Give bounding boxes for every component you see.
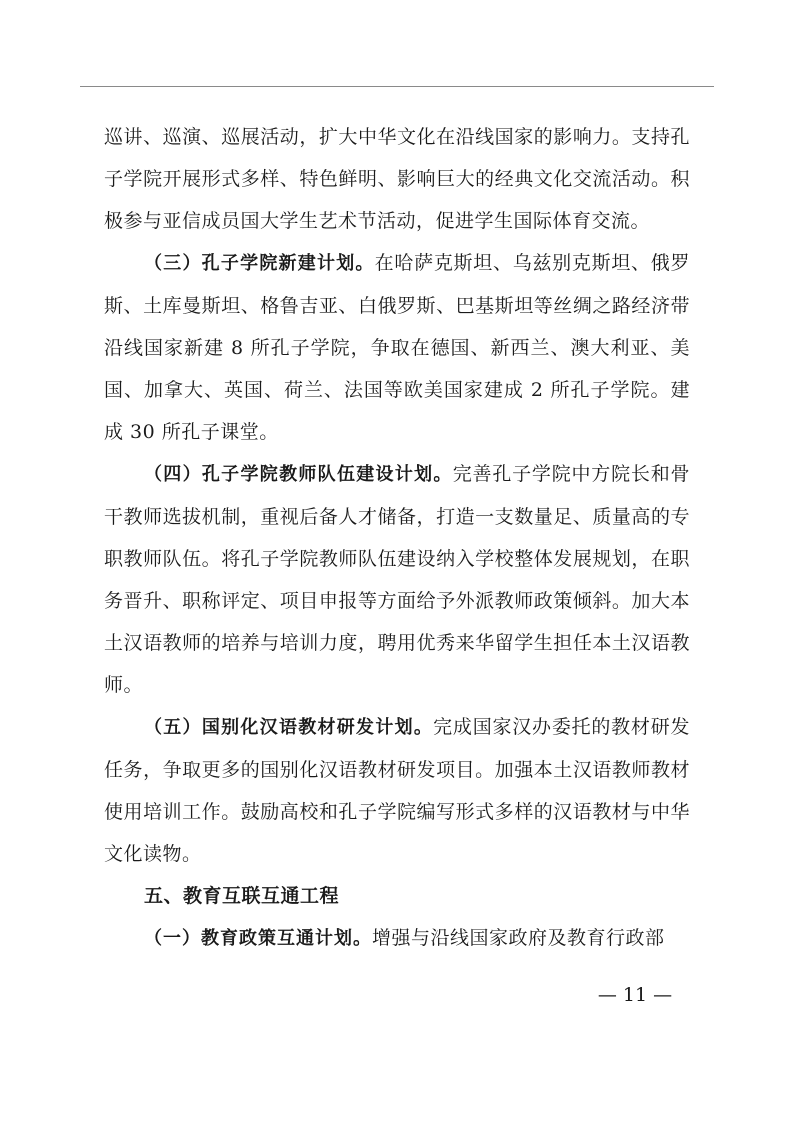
paragraph-cultural-exchange [104,116,690,242]
paragraph-lead: （一）教育政策互通计划。 [144,928,372,949]
paragraph-lead: （三）孔子学院新建计划。 [144,253,375,274]
section-heading: 五、教育互联互通工程 [144,885,340,907]
document-body [104,116,690,960]
paragraph-text: 在哈萨克斯坦、乌兹别克斯坦、俄罗斯、土库曼斯坦、格鲁吉亚、白俄罗斯、巴基斯坦等丝绸之路经济带沿线国家新建 8 所孔子学院，争取在德国、新西兰、澳大利亚、美国、加拿大、英国、荷兰、法国等欧美国家建成 2 所孔子学院。建成 30 所孔子课堂。 [104,252,690,443]
paragraph-text: 巡讲、巡演、巡展活动，扩大中华文化在沿线国家的影响力。支持孔子学院开展形式多样、特色鲜明、影响巨大的经典文化交流活动。积极参与亚信成员国大学生艺术节活动，促进学生国际体育交流。 [104,126,690,232]
paragraph-textbook-development [104,706,690,875]
paragraph-text: 完成国家汉办委托的教材研发任务，争取更多的国别化汉语教材研发项目。加强本土汉语教师教材使用培训工作。鼓励高校和孔子学院编写形式多样的汉语教材与中华文化读物。 [104,716,690,865]
paragraph-lead: （四）孔子学院教师队伍建设计划。 [144,464,453,485]
header-rule [80,86,714,87]
paragraph-new-confucius-institutes [104,242,690,453]
page-number: — 11 — [597,984,673,1006]
paragraph-lead: （五）国别化汉语教材研发计划。 [144,717,434,738]
paragraph-education-policy [104,917,690,960]
paragraph-text: 完善孔子学院中方院长和骨干教师选拔机制，重视后备人才储备，打造一支数量足、质量高的专职教师队伍。将孔子学院教师队伍建设纳入学校整体发展规划，在职务晋升、职称评定、项目申报等方面给予外派教师政策倾斜。加大本土汉语教师的培养与培训力度，聘用优秀来华留学生担任本土汉语教师。 [104,463,690,696]
paragraph-teacher-team [104,453,690,706]
paragraph-text: 增强与沿线国家政府及教育行政部 [372,927,665,949]
